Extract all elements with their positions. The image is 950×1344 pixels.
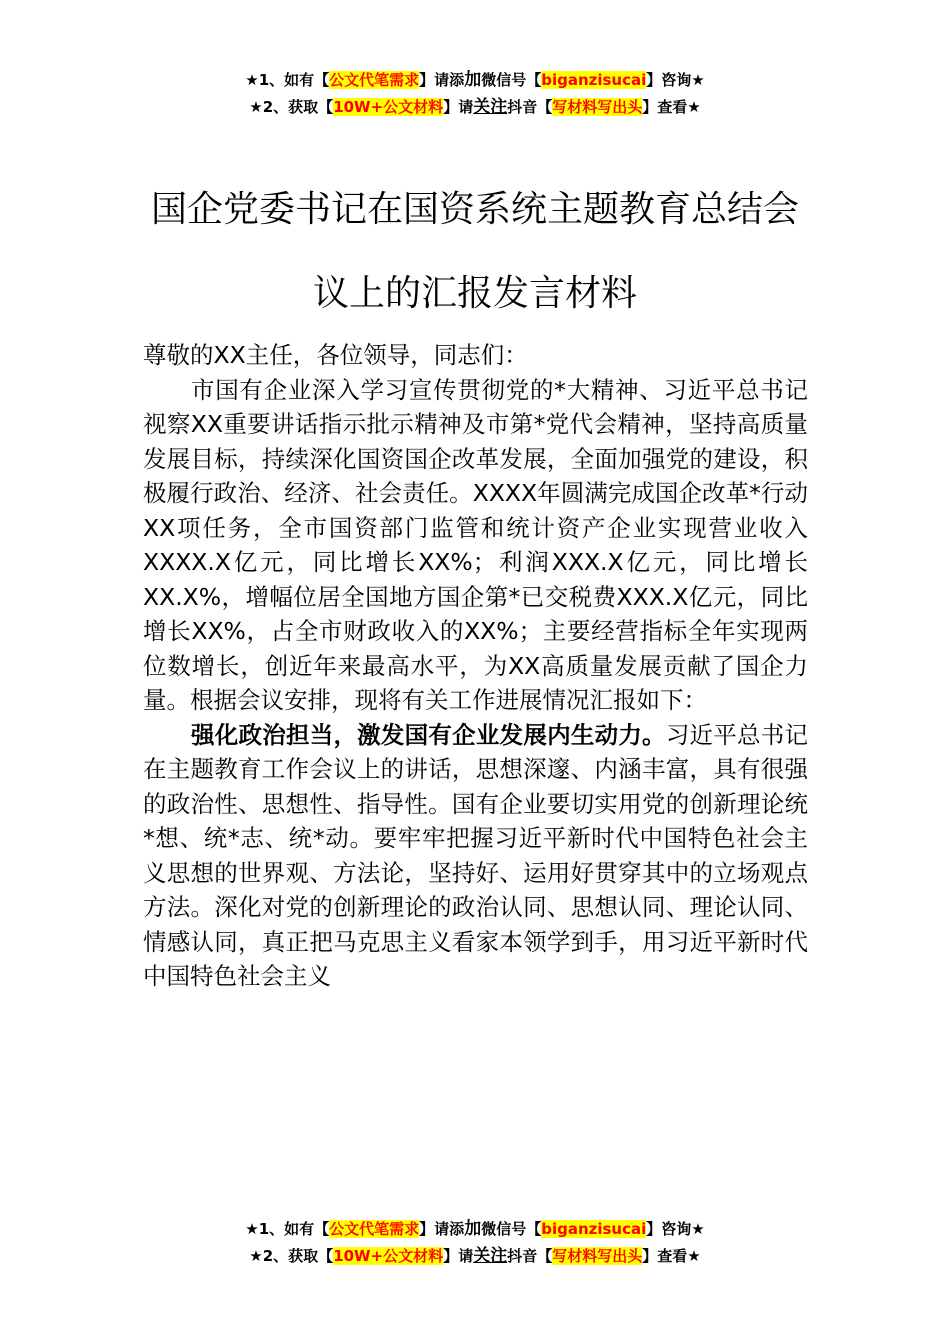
banner-highlight-wechat-id: biganzisucai bbox=[541, 1220, 647, 1238]
paragraph-2-heading: 强化政治担当，激发国有企业发展内生动力。 bbox=[191, 720, 666, 749]
banner-highlight-service: 公文代笔需求 bbox=[329, 71, 420, 89]
banner-line-2 bbox=[0, 94, 950, 121]
banner-text: 】请 bbox=[443, 1247, 474, 1265]
banner-highlight-wechat-id: biganzisucai bbox=[541, 71, 647, 89]
header-banner bbox=[0, 67, 950, 121]
banner-highlight-materials: 10W+公文材料 bbox=[333, 1247, 444, 1265]
banner-text: 抖音【 bbox=[507, 98, 553, 116]
banner-text-underlined: 关注 bbox=[473, 1246, 508, 1266]
paragraph-2 bbox=[143, 718, 808, 994]
banner-line-1 bbox=[0, 67, 950, 94]
title-line-1: 国企党委书记在国资系统主题教育总结会 bbox=[150, 189, 799, 230]
banner-line-1 bbox=[0, 1216, 950, 1243]
banner-highlight-service: 公文代笔需求 bbox=[329, 1220, 420, 1238]
title-line-2: 议上的汇报发言材料 bbox=[312, 273, 637, 314]
banner-text-emphasis: 加 bbox=[464, 1219, 482, 1239]
banner-text: 微信号【 bbox=[481, 1220, 542, 1238]
document-title bbox=[140, 168, 810, 336]
banner-text: 】查看★ bbox=[642, 98, 701, 116]
paragraph-2-text: 习近平总书记在主题教育工作会议上的讲话，思想深邃、内涵丰富，具有很强的政治性、思想性、指导性。国有企业要切实用党的创新理论统*想、统*志、统*动。要牢牢把握习近平新时代中国特色社会主义思想的世界观、方法论，坚持好、运用好贯穿其中的立场观点方法。深化对党的创新理论的政治认同、思想认同、理论认同、情感认同，真正把马克思主义看家本领学到手，用习近平新时代中国特色社会主义 bbox=[143, 720, 809, 990]
document-body bbox=[143, 338, 808, 994]
banner-text: ★2、获取【 bbox=[249, 1247, 334, 1265]
banner-text-emphasis: 加 bbox=[464, 70, 482, 90]
banner-text: 】查看★ bbox=[642, 1247, 701, 1265]
banner-text: ★1、如有【 bbox=[245, 1220, 330, 1238]
banner-highlight-douyin: 写材料写出头 bbox=[552, 1247, 643, 1265]
banner-text: 抖音【 bbox=[507, 1247, 553, 1265]
footer-banner bbox=[0, 1216, 950, 1270]
salutation: 尊敬的XX主任，各位领导，同志们： bbox=[143, 341, 528, 369]
banner-text: 】请添 bbox=[419, 71, 465, 89]
paragraph-1: 市国有企业深入学习宣传贯彻党的*大精神、习近平总书记视察XX重要讲话指示批示精神及市第*党代会精神，坚持高质量发展目标，持续深化国资国企改革发展，全面加强党的建设，积极履行政治、经济、社会责任。XXXX年圆满完成国企改革*行动XX项任务，全市国资部门监管和统计资产企业实现营业收入XXXX.X亿元，同比增长XX%；利润XXX.X亿元，同比增长XX.X%，增幅位居全国地方国企第*已交税费XXX.X亿元，同比增长XX%，占全市财政收入的XX%；主要经营指标全年实现两位数增长，创近年来最高水平，为XX高质量发展贡献了国企力量。根据会议安排，现将有关工作进展情况汇报如下： bbox=[143, 375, 808, 714]
banner-text: 微信号【 bbox=[481, 71, 542, 89]
banner-text: 】请 bbox=[443, 98, 474, 116]
banner-highlight-materials: 10W+公文材料 bbox=[333, 98, 444, 116]
banner-line-2 bbox=[0, 1243, 950, 1270]
banner-text: ★2、获取【 bbox=[249, 98, 334, 116]
banner-text: 】请添 bbox=[419, 1220, 465, 1238]
banner-highlight-douyin: 写材料写出头 bbox=[552, 98, 643, 116]
banner-text: ★1、如有【 bbox=[245, 71, 330, 89]
banner-text: 】咨询★ bbox=[646, 71, 705, 89]
banner-text-underlined: 关注 bbox=[473, 97, 508, 117]
banner-text: 】咨询★ bbox=[646, 1220, 705, 1238]
